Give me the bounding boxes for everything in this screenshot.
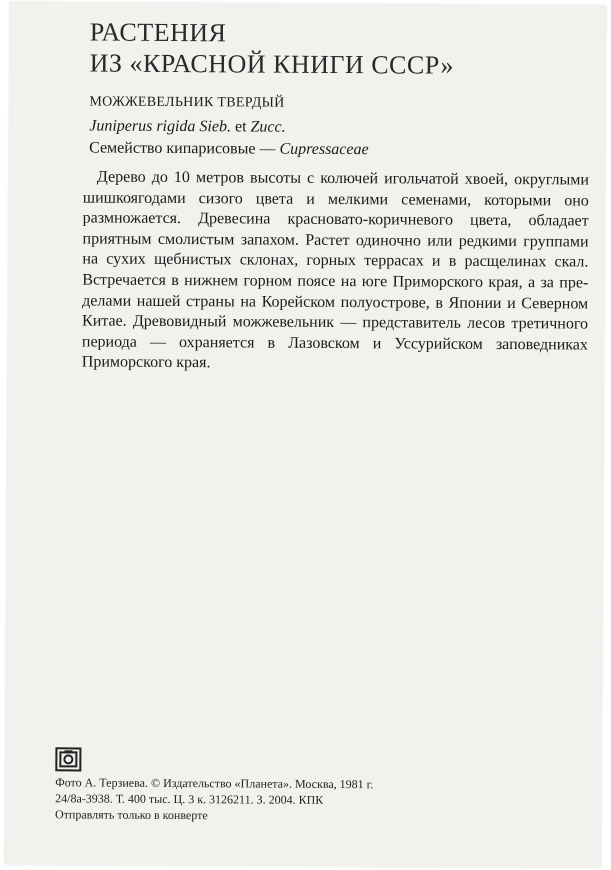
series-title bbox=[90, 16, 455, 80]
series-title-line-2: ИЗ «КРАСНОЙ КНИГИ СССР» bbox=[89, 48, 454, 80]
description-text: Дерево до 10 метров высоты с колючей игольчатой хвоей, округлыми шишкоягодами сизого цвета и мелкими семенами, которыми оно размножается. Древесина красновато-коричневого цвета, обладает приятным смолистым запахом. Растет одиночно или редкими группами на сухих щебнистых склонах, горных террасах и в расщелинах скал. Встречается в нижнем горном поясе на юге Приморского края, а за пределами нашей страны на Корейском полуострове, в Японии и Северном Китае. Древовидный можжевельник — представитель лесов третичного периода — охраняется в Лазовском и Уссурийском заповедниках Приморского края. bbox=[81, 168, 589, 372]
latin-genus-species: Juniperus rigida bbox=[89, 117, 196, 136]
family-latin: Cupressaceae bbox=[279, 140, 369, 159]
latin-author: Sieb. bbox=[199, 118, 232, 136]
latin-et: et bbox=[234, 118, 247, 136]
species-title: МОЖЖЕВЕЛЬНИК ТВЕРДЫЙ bbox=[89, 94, 285, 111]
publisher-logo-icon bbox=[55, 747, 81, 771]
imprint-line-2: 24/8а-3938. Т. 400 тыс. Ц. 3 к. 3126211. З. 2004. КПК bbox=[55, 791, 324, 807]
latin-name bbox=[89, 117, 286, 136]
family-line bbox=[89, 139, 369, 159]
postcard-back bbox=[5, 2, 606, 868]
imprint bbox=[55, 774, 373, 824]
imprint-line-1: Фото А. Терзиева. © Издательство «Планета». Москва, 1981 г. bbox=[55, 775, 374, 792]
imprint-line-3: Отправлять только в конверте bbox=[54, 807, 208, 823]
latin-author-2: Zucc. bbox=[250, 118, 286, 136]
family-russian: Семейство кипарисовые — bbox=[89, 139, 276, 158]
series-title-line-1: РАСТЕНИЯ bbox=[89, 17, 227, 48]
